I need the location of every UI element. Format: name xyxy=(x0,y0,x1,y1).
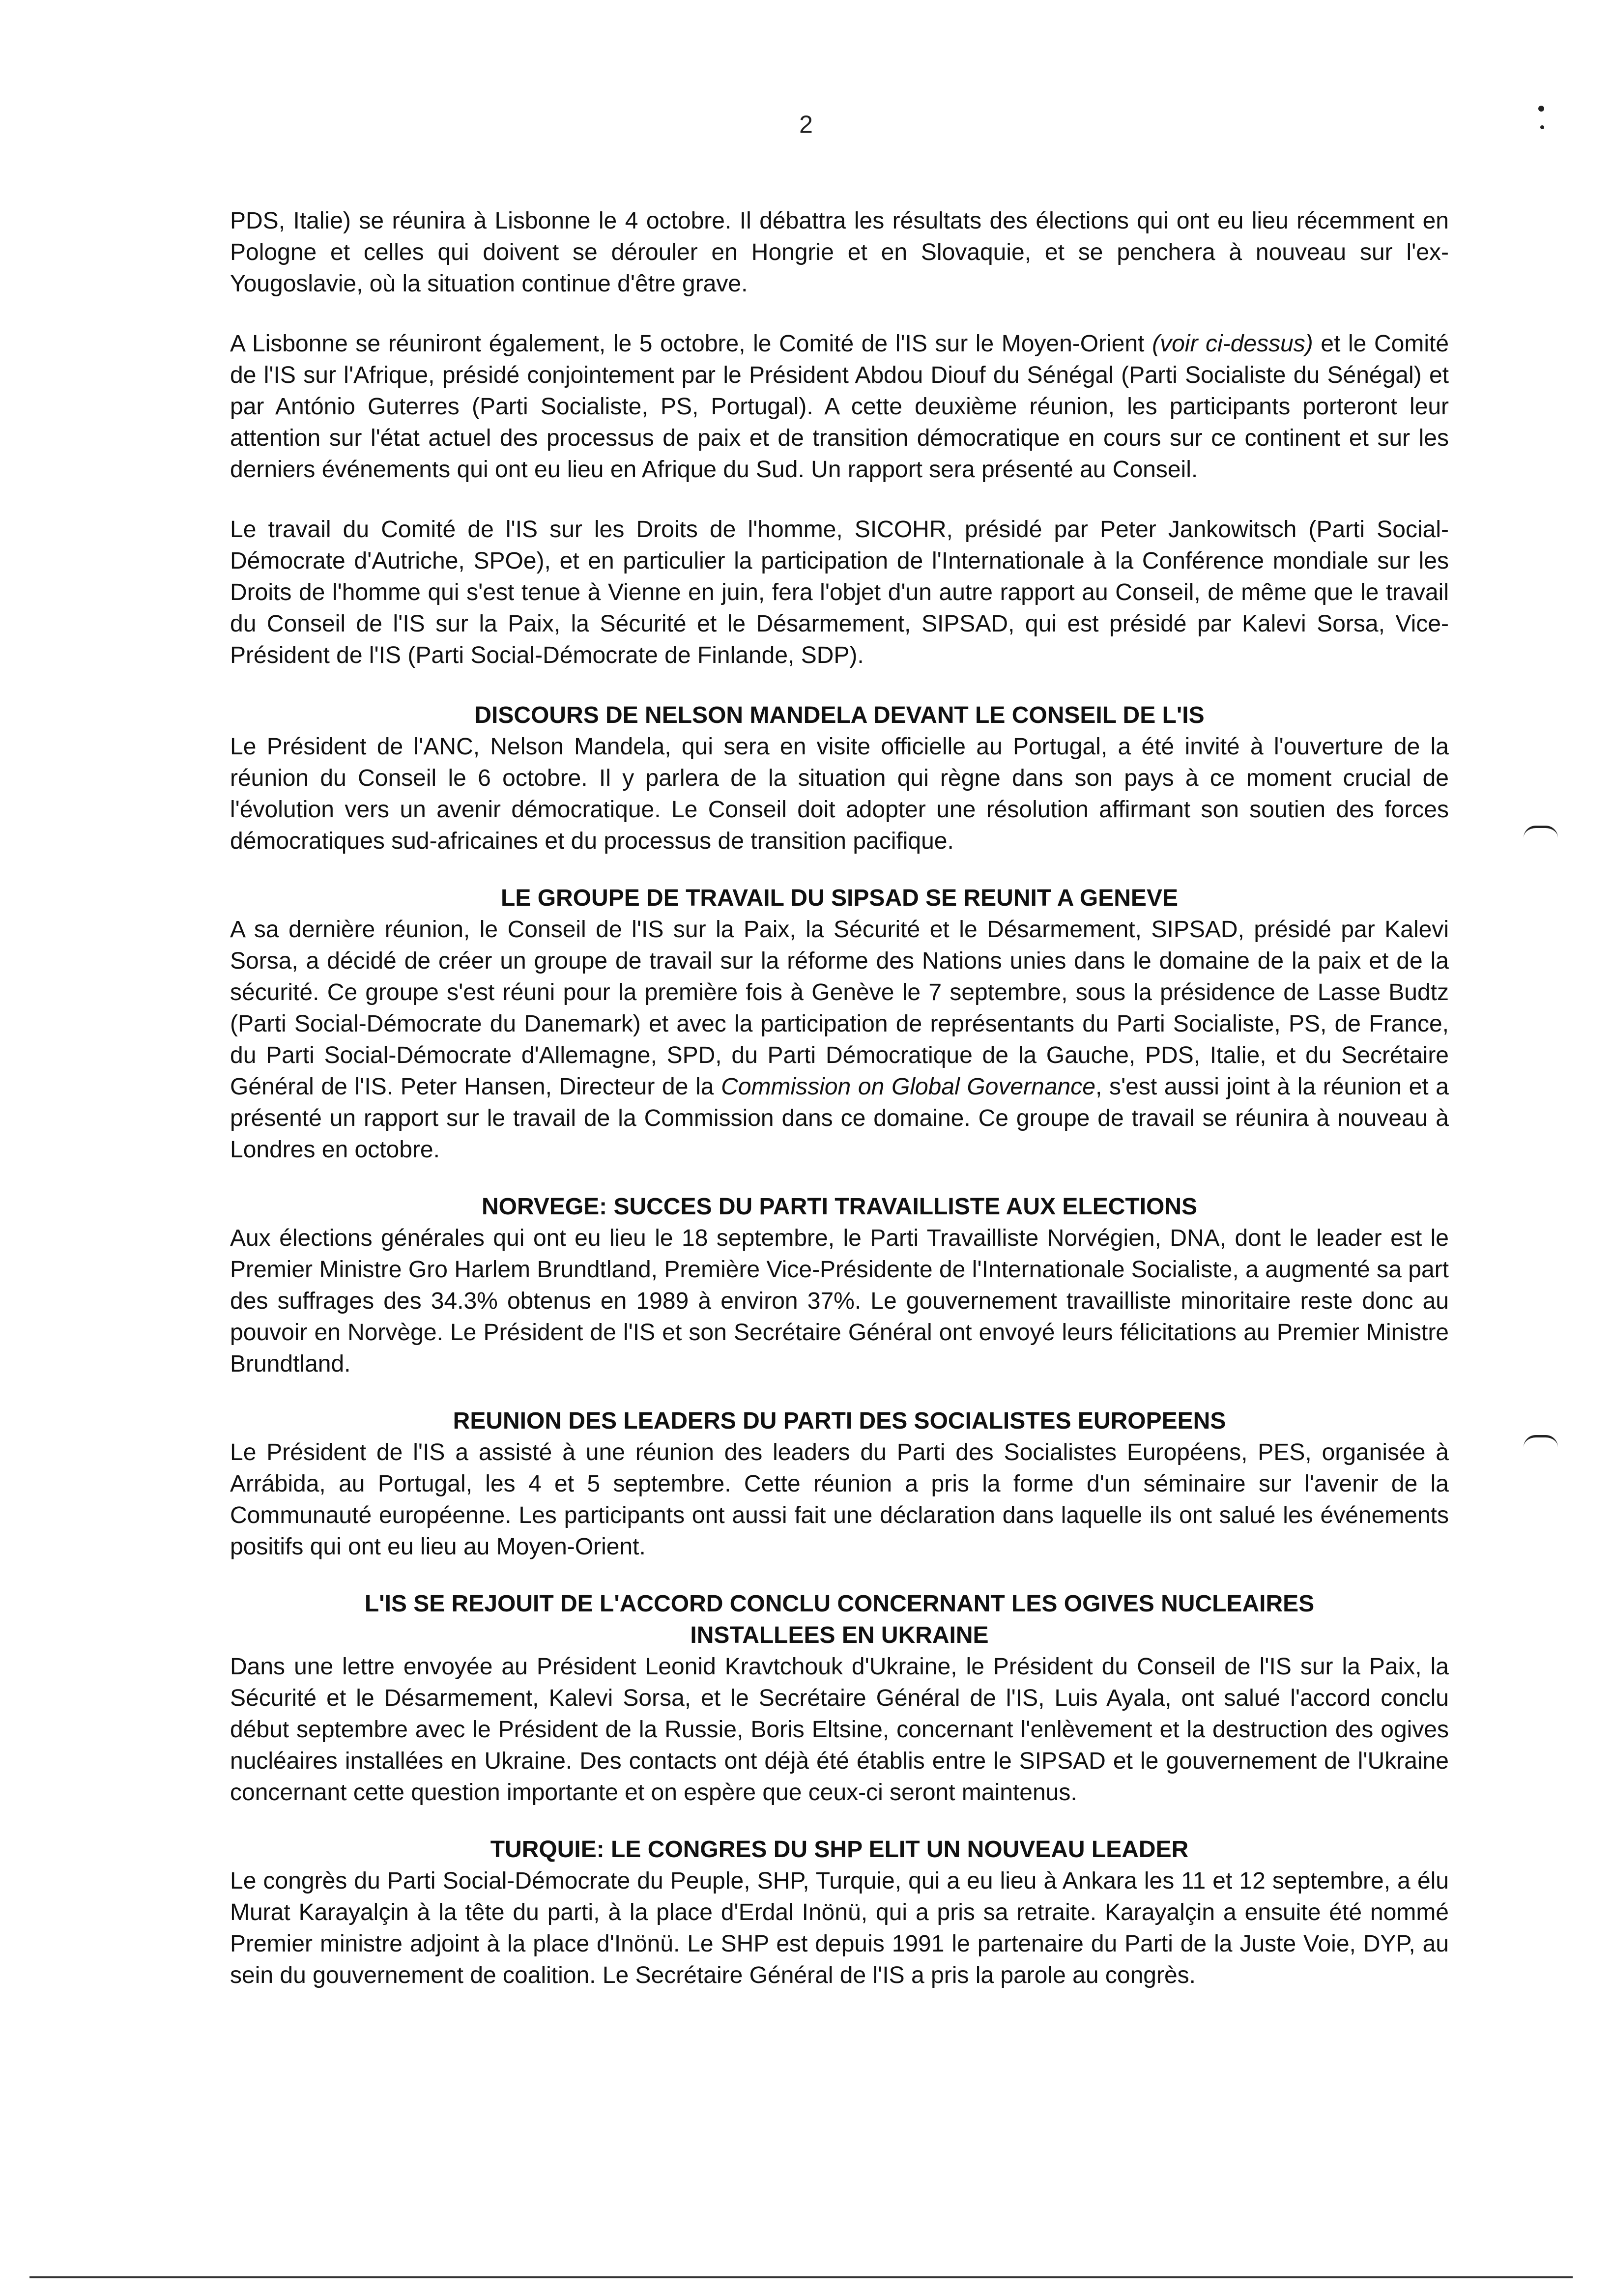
paragraph-human-rights: Le travail du Comité de l'IS sur les Droits de l'homme, SICOHR, présidé par Peter Jankowitsch (Parti Social-Démocrate d'Autriche, SPOe), et en particulier la participation de l'Internationale à la Conférence mondiale sur les Droits de l'homme qui s'est tenue à Vienne en juin, fera l'objet d'un autre rapport au Conseil, de même que le travail du Conseil de l'IS sur la Paix, la Sécurité et le Désarmement, SIPSAD, qui est présidé par Kalevi Sorsa, Vice-Président de l'IS (Parti Social-Démocrate de Finlande, SDP). xyxy=(230,517,1449,668)
section-body: Aux élections générales qui ont eu lieu le 18 septembre, le Parti Travailliste Norvégien, DNA, dont le leader est le Premier Ministre Gro Harlem Brundtland, Première Vice-Présidente de l'Internationale Socialiste, a augmenté sa part des suffrages des 34.3% obtenus en 1989 à environ 37%. Le gouvernement travailliste minoritaire reste donc au pouvoir en Norvège. Le Président de l'IS et son Secrétaire Général ont envoyé leurs félicitations au Premier Ministre Brundtland. xyxy=(230,1225,1449,1377)
bottom-rule xyxy=(29,2276,1573,2278)
section-body-text: A sa dernière réunion, le Conseil de l'IS sur la Paix, la Sécurité et le Désarmement, SIPSAD, présidé par Kalevi Sorsa, a décidé de créer un groupe de travail sur la réforme des Nations unies dans le domaine de la paix et de la sécurité. Ce groupe s'est réuni pour la première fois à Genève le 7 septembre, sous la présidence de Lasse Budtz (Parti Social-Démocrate du Danemark) et avec la participation de représentants du Parti Socialiste, PS, de France, du Parti Social-Démocrate d'Allemagne, SPD, du Parti Démocratique de la Gauche, PDS, Italie, et du Secrétaire Général de l'IS. Peter Hansen, Directeur de la xyxy=(230,917,1449,1100)
section-sipsad-geneva xyxy=(230,883,1449,1166)
section-body: Le Président de l'ANC, Nelson Mandela, qui sera en visite officielle au Portugal, a été invité à l'ouverture de la réunion du Conseil le 6 octobre. Il y parlera de la situation qui règne dans son pays à ce moment crucial de l'évolution vers un avenir démocratique. Le Conseil doit adopter une résolution affirmant son soutien des forces démocratiques sud-africaines et du processus de transition pacifique. xyxy=(230,734,1449,854)
section-mandela xyxy=(230,700,1449,857)
page-number: 2 xyxy=(799,111,813,138)
section-body: Le congrès du Parti Social-Démocrate du Peuple, SHP, Turquie, qui a eu lieu à Ankara les 11 et 12 septembre, a élu Murat Karayalçin à la tête du parti, à la place d'Erdal Inönü, qui a pris sa retraite. Karayalçin a ensuite été nommé Premier ministre adjoint à la place d'Inönü. Le SHP est depuis 1991 le partenaire du Parti de la Juste Voie, DYP, au sein du gouvernement de coalition. Le Secrétaire Général de l'IS a pris la parole au congrès. xyxy=(230,1868,1449,1988)
section-turkey xyxy=(230,1834,1449,1991)
section-body: Dans une lettre envoyée au Président Leonid Kravtchouk d'Ukraine, le Président du Conseil de l'IS sur la Paix, la Sécurité et le Désarmement, Kalevi Sorsa, et le Secrétaire Général de l'IS, Luis Ayala, ont salué l'accord conclu début septembre avec le Président de la Russie, Boris Eltsine, concernant l'enlèvement et la destruction des ogives nucléaires installées en Ukraine. Des contacts ont déjà été établis entre le SIPSAD et le gouvernement de l'Ukraine concernant cette question importante et on espère que ceux-ci seront maintenus. xyxy=(230,1654,1449,1806)
italic-reference: (voir ci-dessus) xyxy=(1152,331,1313,357)
margin-mark xyxy=(1524,826,1558,838)
section-norway xyxy=(230,1191,1449,1380)
section-heading: TURQUIE: LE CONGRES DU SHP ELIT UN NOUVEAU LEADER xyxy=(490,1837,1189,1863)
margin-dot xyxy=(1540,125,1544,129)
section-pes-leaders xyxy=(230,1406,1449,1563)
section-body xyxy=(230,914,1449,1166)
section-heading-line1: L'IS SE REJOUIT DE L'ACCORD CONCLU CONCERNANT LES OGIVES NUCLEAIRES xyxy=(364,1591,1315,1617)
section-heading-line2: INSTALLEES EN UKRAINE xyxy=(690,1622,989,1648)
section-ukraine xyxy=(230,1588,1449,1808)
paragraph-lisbon-committees xyxy=(230,328,1449,486)
paragraph-text: et le Comité de l'IS sur l'Afrique, présidé conjointement par le Président Abdou Diouf du Sénégal (Parti Socialiste du Sénégal) et par António Guterres (Parti Socialiste, PS, Portugal). A cette deuxième réunion, les participants porteront leur attention sur l'état actuel des processus de paix et de transition démocratique en cours sur ce continent et sur les derniers événements qui ont eu lieu en Afrique du Sud. Un rapport sera présenté au Conseil. xyxy=(230,331,1449,483)
italic-commission-name: Commission on Global Governance xyxy=(721,1074,1095,1100)
section-heading: LE GROUPE DE TRAVAIL DU SIPSAD SE REUNIT A GENEVE xyxy=(501,885,1178,911)
section-heading: REUNION DES LEADERS DU PARTI DES SOCIALISTES EUROPEENS xyxy=(453,1408,1226,1434)
section-heading: NORVEGE: SUCCES DU PARTI TRAVAILLISTE AUX ELECTIONS xyxy=(481,1194,1198,1220)
section-body-text: , s'est aussi joint à la réunion et a présenté un rapport sur le travail de la Commission dans ce domaine. Ce groupe de travail se réunira à nouveau à Londres en octobre. xyxy=(230,1074,1449,1163)
margin-dot xyxy=(1538,106,1544,112)
margin-mark xyxy=(1524,1435,1558,1447)
paragraph-text: A Lisbonne se réuniront également, le 5 octobre, le Comité de l'IS sur le Moyen-Orient xyxy=(230,331,1152,357)
section-body: Le Président de l'IS a assisté à une réunion des leaders du Parti des Socialistes Européens, PES, organisée à Arrábida, au Portugal, les 4 et 5 septembre. Cette réunion a pris la forme d'un séminaire sur l'avenir de la Communauté européenne. Les participants ont aussi fait une déclaration dans laquelle ils ont salué les événements positifs qui ont eu lieu au Moyen-Orient. xyxy=(230,1439,1449,1560)
paragraph-lisbon-meeting: PDS, Italie) se réunira à Lisbonne le 4 octobre. Il débattra les résultats des élections qui ont eu lieu récemment en Pologne et celles qui doivent se dérouler en Hongrie et en Slovaquie, et se penchera à nouveau sur l'ex-Yougoslavie, où la situation continue d'être grave. xyxy=(230,208,1449,297)
document-body xyxy=(230,205,1449,2017)
section-heading: DISCOURS DE NELSON MANDELA DEVANT LE CONSEIL DE L'IS xyxy=(474,702,1205,728)
